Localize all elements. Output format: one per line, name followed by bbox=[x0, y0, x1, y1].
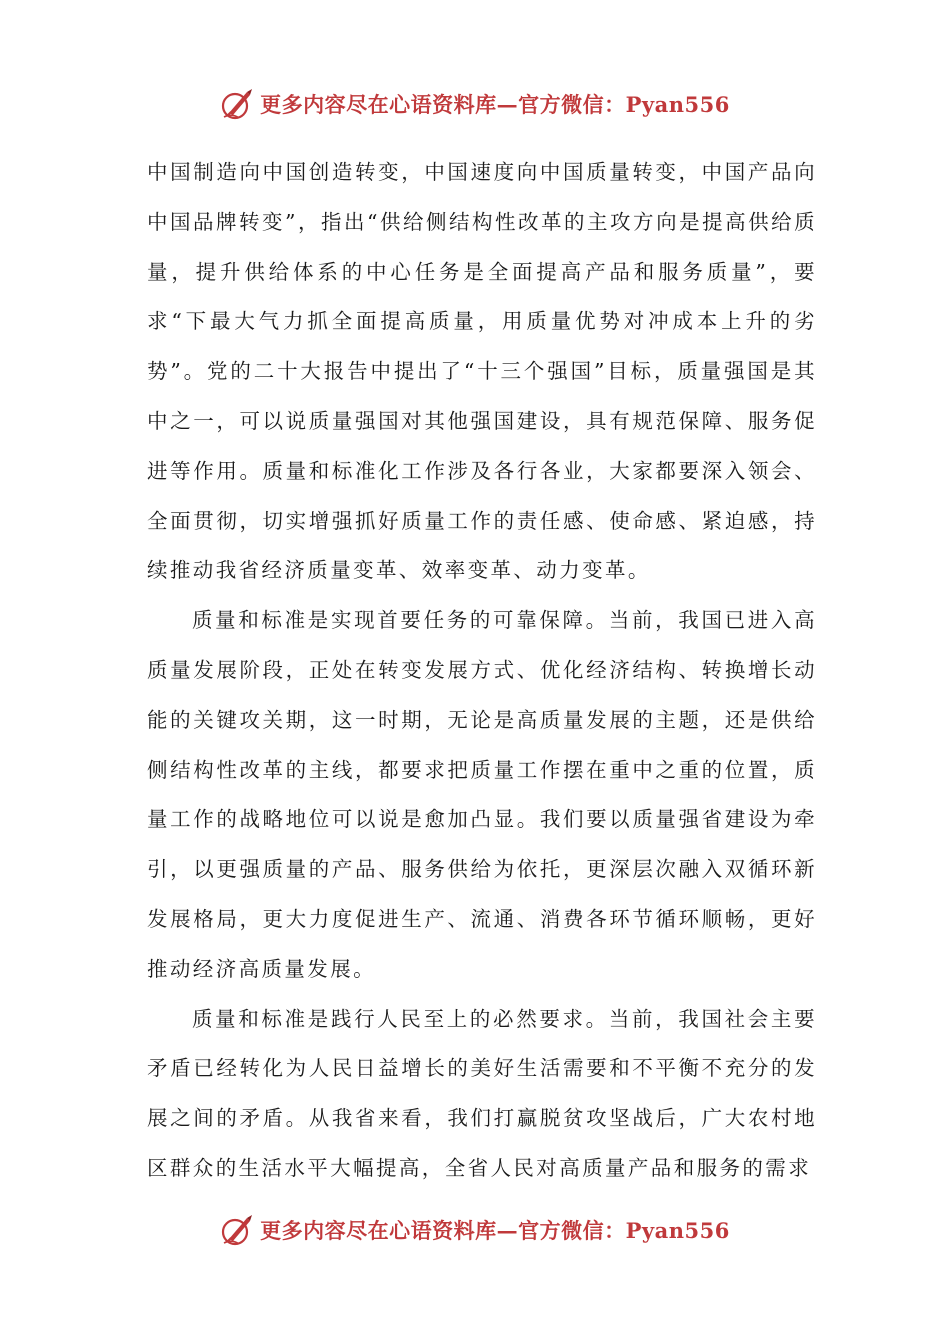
document-body bbox=[147, 148, 817, 1194]
paragraph-2: 质量和标准是实现首要任务的可靠保障。当前，我国已进入高质量发展阶段，正处在转变发展方式、优化经济结构、转换增长动能的关键攻关期，这一时期，无论是高质量发展的主题，还是供给侧结构性改革的主线，都要求把质量工作摆在重中之重的位置，质量工作的战略地位可以说是愈加凸显。我们要以质量强省建设为牵引，以更强质量的产品、服务供给为依托，更深层次融入双循环新发展格局，更大力度促进生产、流通、消费各环节循环顺畅，更好推动经济高质量发展。 bbox=[147, 608, 817, 981]
paragraph-3: 质量和标准是践行人民至上的必然要求。当前，我国社会主要矛盾已经转化为人民日益增长的美好生活需要和不平衡不充分的发展之间的矛盾。从我省来看，我们打赢脱贫攻坚战后，广大农村地区群众的生活水平大幅提高，全省人民对高质量产品和服务的需求 bbox=[147, 1006, 817, 1180]
paragraph-1: 中国制造向中国创造转变，中国速度向中国质量转变，中国产品向中国品牌转变”，指出“供给侧结构性改革的主攻方向是提高供给质量，提升供给体系的中心任务是全面提高产品和服务质量”，要求“下最大气力抓全面提高质量，用质量优势对冲成本上升的劣势”。党的二十大报告中提出了“十三个强国”目标，质量强国是其中之一，可以说质量强国对其他强国建设，具有规范保障、服务促进等作用。质量和标准化工作涉及各行各业，大家都要深入领会、全面贯彻，切实增强抓好质量工作的责任感、使命感、紧迫感，持续推动我省经济质量变革、效率变革、动力变革。 bbox=[147, 160, 817, 583]
quill-pen-logo-icon bbox=[220, 87, 254, 121]
header-banner bbox=[0, 84, 950, 124]
footer-banner bbox=[0, 1210, 950, 1250]
footer-banner-text: 更多内容尽在心语资料库—官方微信：Pyan556 bbox=[260, 1218, 730, 1243]
quill-pen-logo-icon bbox=[220, 1213, 254, 1247]
header-banner-text: 更多内容尽在心语资料库—官方微信：Pyan556 bbox=[260, 92, 730, 117]
